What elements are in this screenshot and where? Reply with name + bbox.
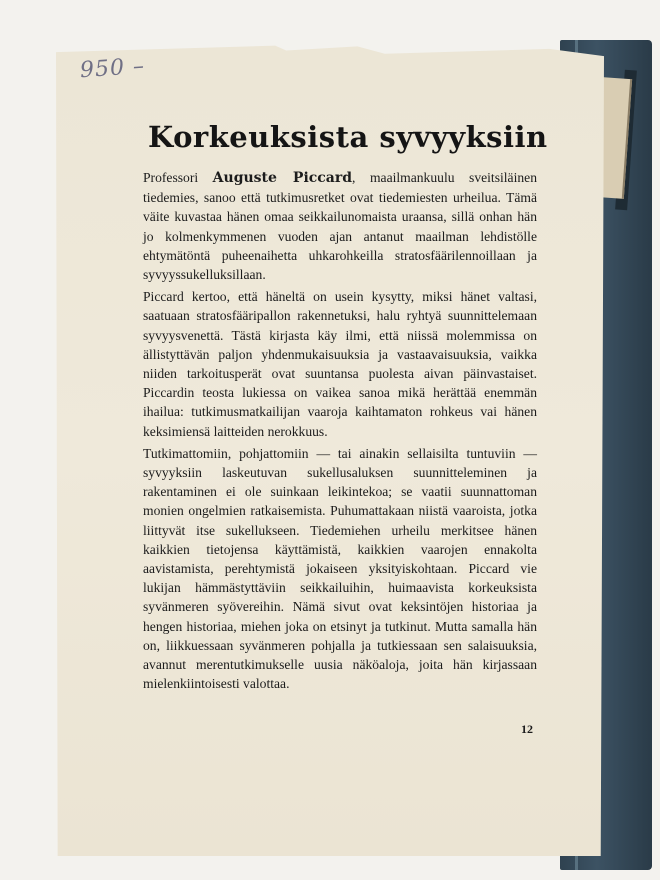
book-title: Korkeuksista syvyyksiin [148, 120, 548, 154]
page-number: 12 [521, 722, 533, 736]
paragraph-1 [143, 168, 537, 284]
paragraph-1-lead: Professori [143, 170, 213, 185]
paragraph-1-rest: , maailmankuulu sveitsiläinen tiedemies, sanoo että tutkimusretket ovat tiedemiesten urheilua. Tämä väite kuvastaa hänen omaa seikkailunomaista uraansa, sillä onhan hän jo kolmenkymmenen vuoden ajan antanut maailman lehdistölle ehtymätöntä puheenaihetta uhkarohkeilla stratosfäärilennoillaan ja syvyyssukelluksillaan. [143, 170, 537, 283]
paragraph-3: Tutkimattomiin, pohjattomiin — tai ainakin sellaisilta tuntuviin — syvyyksiin laskeutuvan sukellusaluksen suunnitteleminen ja rakentaminen ei ole suinkaan leikintekoa; se vaatii suunnattoman monien ongelmien ratkaisemista. Puhumattakaan niistä vaaroista, jotka liittyvät itse sukellukseen. Tiedemiehen urheilu merkitsee hänen kaikkien tietojensa käyttämistä, kaikkien vaarojen ennakolta aavistamista, perehtymistä jokaiseen yksityiskohtaan. Piccard vie lukijan hämmästyttäviin seikkailuihin, huimaavista korkeuksista syvänmeren syövereihin. Nämä sivut ovat keksintöjen historiaa ja hengen historiaa, miehen joka on etsinyt ja tutkinut. Mutta samalla hän on, liikkuessaan syvänmeren pohjalla ja tutkiessaan sen salaisuuksia, avannut merentutkimukselle uusia näköaloja, joita hän kirjassaan mielenkiintoisesti valottaa. [143, 445, 537, 692]
author-name: Auguste Piccard [212, 170, 353, 186]
blurb-text [143, 168, 537, 696]
handwritten-price-note: 950 – [79, 53, 146, 84]
paragraph-2: Piccard kertoo, että häneltä on usein kysytty, miksi hänet valtasi, saatuaan stratosfääripallon rakennetuksi, halu ryhtyä suunnittelemaan syvyysvenettä. Tästä kirjasta käy ilmi, että niissä molemmissa on ällistyttävän paljon yhdenmukaisuuksia ja vastaavaisuuksia, vaikka niiden tarkoitusperät ovat suuntansa puolesta aivan päinvastaiset. Piccardin teosta lukiessa on vaikea sanoa mikä herättää enemmän ihailua: tutkimusmatkailijan vaaroja kaihtamaton rohkeus vai hänen keksimiensä laitteiden nerokkuus. [143, 289, 537, 439]
